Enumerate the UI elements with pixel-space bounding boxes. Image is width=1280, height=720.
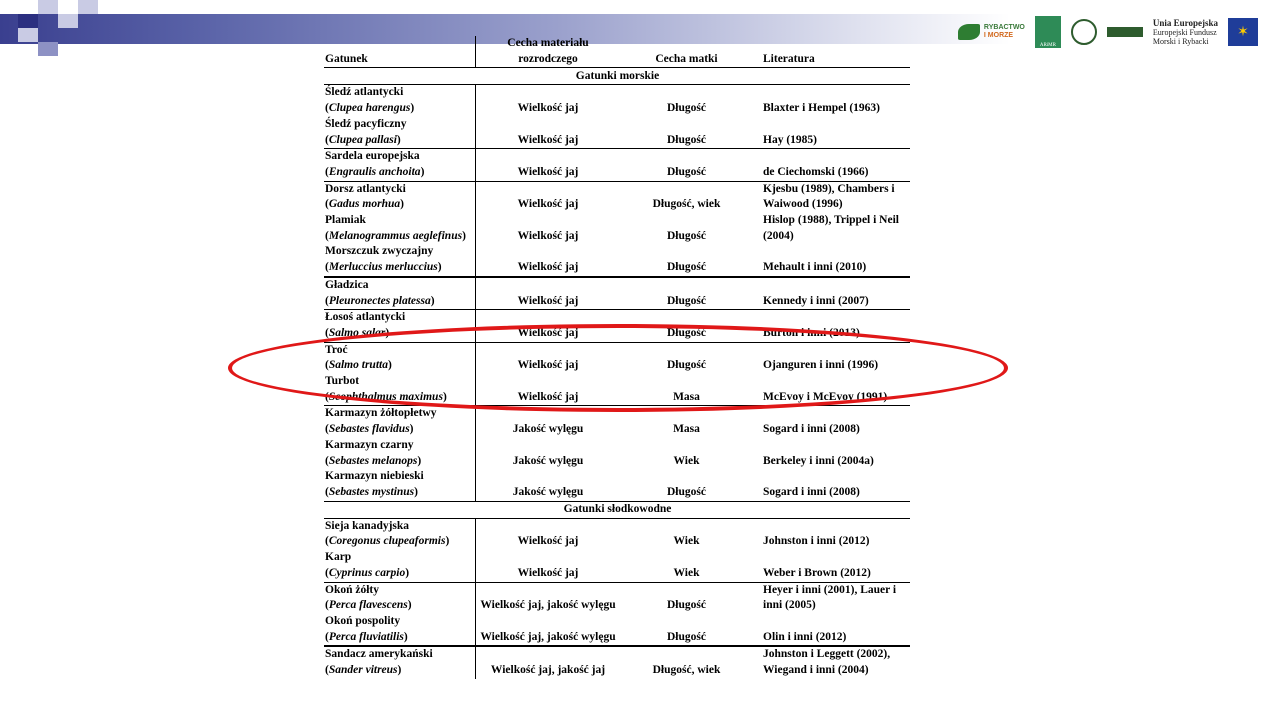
species-latin-name: Gadus morhua [328, 198, 401, 211]
trait-cell: Jakość wylęgu [512, 454, 584, 467]
trait-cell: Wielkość jaj [476, 310, 620, 342]
species-cell [324, 518, 476, 550]
literature-cell: Johnston i Leggett (2002), Wiegand i inni (2004) [763, 648, 891, 677]
col-header-mother: Cecha matki [619, 36, 753, 68]
mother-cell: Długość [667, 359, 706, 372]
literature-cell: Sogard i inni (2008) [763, 423, 860, 436]
literature-cell: Ojanguren i inni (1996) [763, 359, 879, 372]
species-cell [324, 438, 476, 469]
trait-cell: Wielkość jaj, jakość wylęgu [480, 599, 616, 612]
species-name: Troć [325, 343, 348, 356]
literature-cell: Hislop (1988), Trippel i Neil (2004) [763, 214, 899, 242]
species-latin: (Sebastes mystinus) [325, 485, 418, 498]
mother-cell: Długość, wiek [652, 198, 721, 211]
species-latin: (Scophthalmus maximus) [325, 390, 447, 403]
species-latin: (Gadus morhua) [325, 198, 404, 211]
arimr-label: ARiMR [1039, 43, 1056, 48]
trait-cell: Jakość wylęgu [512, 423, 584, 436]
species-cell [324, 117, 476, 149]
mother-cell: Wiek [619, 550, 753, 582]
trait-cell: Wielkość jaj [517, 359, 579, 372]
table-row [324, 85, 910, 117]
table-row [324, 582, 910, 614]
species-cell [324, 342, 476, 374]
literature-cell: Mehault i inni (2010) [753, 244, 910, 276]
species-latin: (Melanogrammus aeglefinus) [325, 229, 466, 242]
trait-cell: Wielkość jaj [476, 149, 620, 181]
species-latin: (Coregonus clupeaformis) [325, 535, 450, 548]
table-row [324, 277, 910, 310]
mother-cell: Długość [667, 102, 706, 115]
species-name: Okoń pospolity [325, 614, 401, 627]
deco-square [38, 42, 58, 56]
fish-icon [958, 24, 980, 40]
species-latin: (Sebastes melanops) [325, 454, 422, 467]
literature-cell: Burton i inni (2013) [753, 310, 910, 342]
table-row [324, 149, 910, 181]
species-name: Sieja kanadyjska [325, 519, 410, 532]
col-header-trait: Cecha materiału rozrodczego [476, 36, 620, 68]
trait-cell: Wielkość jaj [517, 198, 579, 211]
species-latin: (Sebastes flavidus) [325, 423, 414, 436]
species-latin: (Salmo salar) [325, 326, 390, 339]
species-cell [324, 406, 476, 438]
mother-cell: Długość [619, 117, 753, 149]
species-latin: (Salmo trutta) [325, 359, 392, 372]
trait-cell: Wielkość jaj [517, 535, 579, 548]
eu-line2: Europejski Fundusz [1152, 27, 1217, 37]
species-cell [324, 614, 476, 646]
section-row [324, 501, 910, 518]
species-name: Karmazyn żółtopłetwy [325, 407, 437, 420]
species-latin-name: Salmo salar [328, 326, 386, 339]
trait-cell: Wielkość jaj [517, 229, 579, 242]
mother-cell: Długość [619, 310, 753, 342]
section-row [324, 68, 910, 85]
species-name: Morszczuk zwyczajny [325, 245, 434, 258]
species-latin-name: Salmo trutta [328, 359, 388, 372]
mother-cell: Długość [619, 614, 753, 646]
table-row [324, 438, 910, 469]
species-latin: (Pleuronectes platessa) [325, 294, 435, 307]
mother-cell: Masa [673, 423, 700, 436]
species-latin-name: Clupea harengus [328, 102, 411, 115]
species-name: Dorsz atlantycki [325, 182, 406, 195]
mother-cell: Długość [667, 229, 706, 242]
trait-cell: Wielkość jaj, jakość wylęgu [476, 614, 620, 646]
trait-cell: Wielkość jaj, jakość jaj [490, 664, 606, 677]
deco-square [58, 14, 78, 28]
table-row [324, 244, 910, 276]
species-name: Karmazyn czarny [325, 438, 414, 451]
literature-cell: Johnston i inni (2012) [763, 535, 870, 548]
species-latin-name: Melanogrammus aeglefinus [328, 229, 463, 242]
species-name: Sardela europejska [325, 150, 420, 163]
species-name: Sandacz amerykański [325, 648, 433, 661]
section-marine: Gatunki morskie [324, 68, 910, 85]
species-latin: (Clupea harengus) [325, 102, 415, 115]
mother-cell: Długość [619, 277, 753, 310]
species-cell [324, 646, 476, 678]
species-cell [324, 244, 476, 276]
trait-cell: Wielkość jaj [476, 277, 620, 310]
species-name: Okoń żółty [325, 583, 379, 596]
species-cell [324, 582, 476, 614]
mother-cell: Wiek [673, 535, 700, 548]
species-cell [324, 149, 476, 181]
table-row [324, 646, 910, 678]
ministry-text-bar [1107, 27, 1143, 37]
species-latin-name: Clupea pallasi [328, 133, 397, 146]
table-row [324, 117, 910, 149]
trait-cell: Wielkość jaj [517, 102, 579, 115]
literature-cell: Hay (1985) [753, 117, 910, 149]
literature-cell: Heyer i inni (2001), Lauer i inni (2005) [763, 583, 897, 612]
species-cell [324, 374, 476, 406]
mother-cell: Masa [619, 374, 753, 406]
literature-cell: Kennedy i inni (2007) [753, 277, 910, 310]
literature-cell: Olin i inni (2012) [753, 614, 910, 646]
species-latin-name: Merluccius merluccius [328, 261, 438, 274]
species-latin: (Sander vitreus) [325, 664, 402, 677]
eu-line3: Morski i Rybacki [1152, 36, 1209, 46]
mother-cell: Długość, wiek [652, 664, 721, 677]
species-latin-name: Perca flavescens [328, 599, 408, 612]
species-cell [324, 213, 476, 244]
eu-flag-icon: ✶ [1228, 18, 1258, 46]
rybactwo-logo [958, 24, 1025, 40]
literature-cell: Weber i Brown (2012) [753, 550, 910, 582]
table-row [324, 213, 910, 244]
species-cell [324, 181, 476, 213]
section-freshwater: Gatunki słodkowodne [324, 501, 910, 518]
rybactwo-line1: RYBACTWO [983, 24, 1025, 31]
trait-cell: Wielkość jaj [476, 374, 620, 406]
species-cell [324, 85, 476, 117]
table-row [324, 550, 910, 582]
literature-cell: Sogard i inni (2008) [753, 469, 910, 501]
mother-cell: Długość [619, 149, 753, 181]
header-row [324, 36, 910, 68]
table-row [324, 310, 910, 342]
table-row [324, 614, 910, 646]
mother-cell: Wiek [673, 454, 700, 467]
species-latin-name: Pleuronectes platessa [328, 294, 431, 307]
species-latin: (Clupea pallasi) [325, 133, 401, 146]
table-row [324, 406, 910, 438]
species-latin: (Cyprinus carpio) [325, 566, 410, 579]
ministry-logo [1071, 19, 1097, 45]
logos [958, 14, 1258, 50]
literature-cell: Blaxter i Hempel (1963) [763, 102, 880, 115]
deco-square [38, 0, 58, 14]
species-name: Łosoś atlantycki [325, 311, 406, 324]
table-row [324, 469, 910, 501]
deco-square [78, 0, 98, 14]
arimr-logo [1035, 16, 1061, 48]
species-name: Śledź atlantycki [325, 86, 404, 99]
table-row [324, 342, 910, 374]
species-cell [324, 277, 476, 310]
species-latin: (Engraulis anchoita) [325, 165, 425, 178]
col-header-literature: Literatura [753, 36, 910, 68]
species-latin: (Merluccius merluccius) [325, 261, 442, 274]
species-latin-name: Sander vitreus [328, 664, 398, 677]
species-latin-name: Coregonus clupeaformis [328, 535, 446, 548]
species-name: Karmazyn niebieski [325, 470, 424, 483]
species-latin-name: Cyprinus carpio [328, 566, 406, 579]
col-header-species: Gatunek [324, 36, 476, 68]
mother-cell: Długość [619, 469, 753, 501]
deco-square [18, 28, 38, 42]
species-latin-name: Sebastes flavidus [328, 423, 410, 436]
species-latin-name: Scophthalmus maximus [328, 390, 443, 403]
species-name: Gładzica [325, 278, 369, 291]
trait-cell: Wielkość jaj [476, 117, 620, 149]
species-latin: (Perca flavescens) [325, 599, 412, 612]
species-table [324, 36, 910, 679]
literature-cell: McEvoy i McEvoy (1991) [753, 374, 910, 406]
species-name: Śledź pacyficzny [325, 117, 407, 130]
species-latin-name: Sebastes mystinus [328, 485, 415, 498]
literature-cell: Berkeley i inni (2004a) [763, 454, 874, 467]
eu-text [1153, 19, 1218, 46]
deco-square [18, 14, 38, 28]
species-latin: (Perca fluviatilis) [325, 630, 408, 643]
rybactwo-line2: I MORZE [983, 32, 1014, 39]
mother-cell: Długość [619, 244, 753, 276]
species-latin-name: Engraulis anchoita [328, 165, 421, 178]
species-cell [324, 310, 476, 342]
table-row [324, 181, 910, 213]
eu-line1: Unia Europejska [1152, 17, 1218, 28]
literature-cell: de Ciechomski (1966) [753, 149, 910, 181]
trait-cell: Wielkość jaj [476, 244, 620, 276]
species-cell [324, 469, 476, 501]
species-latin-name: Sebastes melanops [328, 454, 418, 467]
species-latin-name: Perca fluviatilis [328, 630, 404, 643]
table-row [324, 518, 910, 550]
mother-cell: Długość [667, 599, 706, 612]
species-name: Karp [325, 551, 352, 564]
species-name: Plamiak [325, 214, 366, 227]
literature-cell: Kjesbu (1989), Chambers i Waiwood (1996) [763, 182, 895, 211]
species-cell [324, 550, 476, 582]
trait-cell: Jakość wylęgu [476, 469, 620, 501]
trait-cell: Wielkość jaj [476, 550, 620, 582]
species-name: Turbot [325, 375, 360, 388]
table-row [324, 374, 910, 406]
